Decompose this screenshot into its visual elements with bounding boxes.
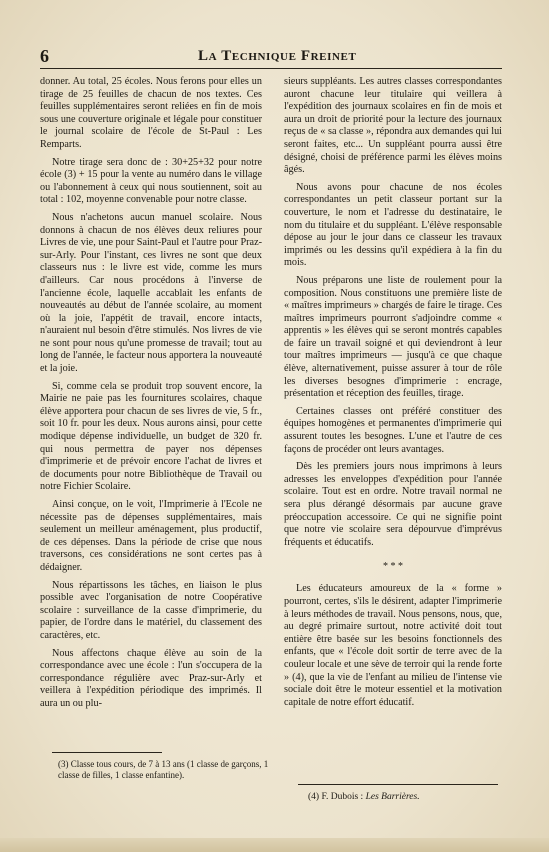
footnote-4 [308, 792, 508, 803]
right-column [284, 76, 502, 714]
paragraph: sieurs suppléants. Les autres classes correspondantes auront chacune leur titulaire qui veillera à l'expédition des journaux scolaires en fin de mois et aura un droit de priorité pour la lecture des journaux reçus de « sa classe », répondra aux demandes qui lui seront faites, etc... Un suppléant pourra aussi être désigné, choisi de préférence parmi les élèves moins âgés. [284, 76, 502, 176]
page-number: 6 [40, 46, 49, 66]
footnote-3: (3) Classe tous cours, de 7 à 13 ans (1 classe de garçons, 1 classe de filles, 1 classe enfantine). [58, 759, 269, 780]
paragraph: donner. Au total, 25 écoles. Nous ferons pour elles un tirage de 25 feuilles de chacun de nos textes. Ces feuilles supplémentaires seront reliées en fin de mois sous une couverture originale et légale pour constituer le journal scolaire de l'école de St-Paul : Les Remparts. [40, 76, 262, 150]
footnote-4-author: (4) F. Dubois : [308, 792, 364, 802]
paragraph: Ainsi conçue, on le voit, l'Imprimerie à l'Ecole ne nécessite pas de dépenses supplémentaires, mais seulement un meilleur aménagement, plus productif, de ces dépenses. Dans la période de crise que nous traversons, ces considérations ne sont certes pas à dédaigner. [40, 499, 262, 573]
paragraph: Les éducateurs amoureux de la « forme » pourront, certes, s'ils le désirent, adapter l'imprimerie à leurs méthodes de travail. Nous pensons, nous, que, au degré primaire surtout, notre activité doit tout entière être basée sur les besoins fonctionnels des enfants, que « l'école doit sortir de terre avec de la couleur locale et une sève de terroir qui la rende forte » (4), que la vie de l'enfant au milieu de l'intense vie sociale doit être le moteur essentiel et la motivation capitale de notre effort éducatif. [284, 583, 502, 708]
paragraph: Notre tirage sera donc de : 30+25+32 pour notre école (3) + 15 pour la vente au numéro dans le village ou l'abonnement à ceux qui nous soutiennent, soit au total : 102, moyenne convenable pour notre classe. [40, 156, 262, 206]
paragraph: Nous avons pour chacune de nos écoles correspondantes un petit classeur portant sur la couverture, le nom et l'adresse du destinataire, le nom du titulaire et du suppléant. L'élève responsable dépose au jour le jour dans ce classeur les travaux imprimés ou les dessins qu'il expédiera à la fin du mois. [284, 181, 502, 269]
paragraph: Nous répartissons les tâches, en liaison le plus possible avec l'organisation de notre Coopérative scolaire : surveillance de la casse d'imprimerie, du papier, de l'ordre dans le matériel, du classement des caractères, etc. [40, 579, 262, 641]
left-column [40, 76, 262, 716]
footnote-rule-right [298, 784, 498, 785]
paragraph: Nous affectons chaque élève au soin de la correspondance avec une école : l'un s'occupera de la correspondance régulière avec Praz-sur-Arly et veillera à l'expédition périodique des imprimés. Il aura un ou plu- [40, 647, 262, 709]
paragraph: Certaines classes ont préféré constituer des équipes homogènes et permanentes d'imprimerie qui assurent toutes les besognes. L'une et l'autre de ces façons de procéder ont leurs avantages. [284, 405, 502, 455]
page-bottom-edge [0, 838, 549, 852]
paragraph: Nous n'achetons aucun manuel scolaire. Nous donnons à chacun de nos élèves deux reliures pour Livres de vie, une pour Saint-Paul et l'autre pour Praz-sur-Arly. Pour l'instant, ces livres ne sont que deux classeurs nus : le livre est vide, comme les murs d'ailleurs. Car nous procédons à l'inverse de l'ancienne école, laquelle accablait les enfants de nouveautés au début de l'année scolaire, au moment où la joie, l'appétit de travail, encore intacts, n'auraient nul besoin d'être stimulés. Nos livres de vie ne sont pour nous qu'une promesse de travail; tout au long de l'année, le facteur nous apportera la nouveauté et la joie. [40, 211, 262, 375]
paragraph: Nous préparons une liste de roulement pour la composition. Nous constituons une première liste de « maîtres imprimeurs » chargés de faire le tirage. Ces maîtres imprimeurs pourront s'adjoindre comme « apprentis » les élèves qui se seront montrés capables de faire un travail soigné et qui deviendront à leur tour maîtres imprimeurs — jusqu'à ce que chaque élève, alternativement, puisse assurer à tour de rôle les diverses besognes d'imprimerie : encrage, présentation et réception des feuilles, tirage. [284, 274, 502, 400]
header-rule [40, 68, 502, 69]
paragraph: Dès les premiers jours nous imprimons à leurs adresses les enveloppes d'expédition pour l'année scolaire. Tout est en ordre. Notre travail normal ne sera plus dérangé désormais par aucune grave préoccupation accessoire. Ce qui ne signifie point que notre vie scolaire sera dépourvue d'imprévus fréquents et éducatifs. [284, 461, 502, 548]
footnote-4-title: Les Barrières. [365, 792, 420, 802]
paragraph: Si, comme cela se produit trop souvent encore, la Mairie ne paie pas les fournitures scolaires, chaque élève apportera pour chacun de ses livres de vie, 5 fr., soit 10 fr. pour les deux. Nous aurons ainsi, pour cette modique dépense individuelle, un budget de 320 fr. qui nous permettra de payer nos dépenses d'imprimerie et de prévoir encore l'achat de livres et de documents pour notre Bibliothèque de Travail ou notre Fichier Scolaire. [40, 380, 262, 493]
section-asterism: * * * [383, 561, 403, 573]
running-title: La Technique Freinet [198, 48, 357, 64]
page-header [40, 46, 500, 68]
footnote-rule-left [52, 752, 162, 753]
